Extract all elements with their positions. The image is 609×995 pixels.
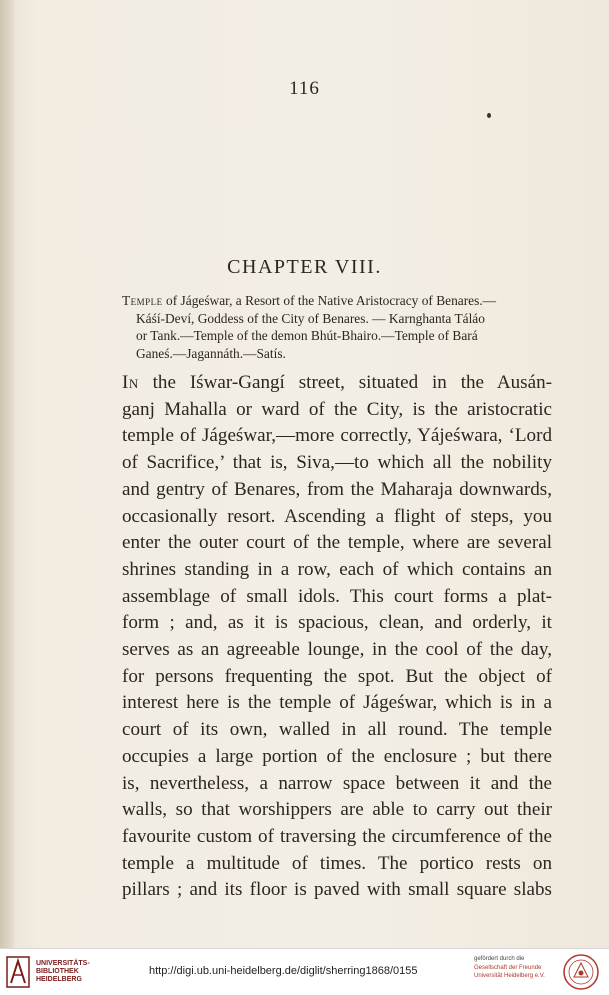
body-line: occasionally resort. Ascending a flight of steps, you xyxy=(122,505,552,527)
permalink-url[interactable]: http://digi.ub.uni-heidelberg.de/diglit/sherring1868/0155 xyxy=(149,965,418,977)
body-line: favourite custom of traversing the circumference of the xyxy=(122,825,552,847)
body-line: ganj Mahalla or ward of the City, is the aristocratic xyxy=(122,398,552,420)
body-line: In the Iśwar-Gangí street, situated in the Ausán- xyxy=(122,372,552,393)
chapter-title: CHAPTER VIII. xyxy=(227,256,382,278)
body-lead-word: In xyxy=(122,372,139,393)
body-line: interest here is the temple of Jágeśwar, which is in a xyxy=(122,692,552,714)
summary-line: Temple of Jágeśwar, a Resort of the Native Aristocracy of Benares.— xyxy=(122,293,497,308)
digitization-footer xyxy=(0,948,609,995)
library-name: UNIVERSITÄTS- BIBLIOTHEK HEIDELBERG xyxy=(36,960,90,983)
body-line: assemblage of small idols. This court forms a plat- xyxy=(122,585,552,607)
body-line: form ; and, as it is spacious, clean, and orderly, it xyxy=(122,612,552,634)
summary-line: or Tank.—Temple of the demon Bhút-Bhairo.—Temple of Bará xyxy=(136,328,478,344)
page-number: 116 xyxy=(289,78,320,99)
summary-line: Káśí-Deví, Goddess of the City of Benares. — Karnghanta Táláo xyxy=(136,310,485,326)
body-line: serves as an agreeable lounge, in the cool of the day, xyxy=(122,639,552,661)
body-line: occupies a large portion of the enclosure ; but there xyxy=(122,745,552,767)
body-line: temple of Jágeśwar,—more correctly, Yájeśwara, ‘Lord xyxy=(122,425,552,447)
university-seal-icon xyxy=(562,953,600,991)
body-line: shrines standing in a row, each of which contains an xyxy=(122,558,552,580)
university-library-logo-icon[interactable] xyxy=(6,955,30,989)
body-line: walls, so that worshippers are able to carry out their xyxy=(122,799,552,821)
chapter-summary xyxy=(122,292,540,362)
body-line: enter the outer court of the temple, where are several xyxy=(122,532,552,554)
summary-line: Ganeś.—Jagannáth.—Satís. xyxy=(136,345,286,361)
body-paragraph xyxy=(122,370,552,904)
body-line: and gentry of Benares, from the Maharaja downwards, xyxy=(122,478,552,500)
body-line: court of its own, walled in all round. The temple xyxy=(122,719,552,741)
page-spine-shadow xyxy=(0,0,14,948)
body-line: pillars ; and its floor is paved with small square slabs xyxy=(122,879,552,901)
summary-lead-word: Temple xyxy=(122,293,163,308)
sponsor-credit: gefördert durch die Gesellschaft der Freunde Universität Heidelberg e.V. xyxy=(474,956,545,979)
body-line: temple a multitude of times. The portico rests on xyxy=(122,852,552,874)
body-line: of Sacrifice,’ that is, Siva,—to which all the nobility xyxy=(122,452,552,474)
ink-spot xyxy=(487,113,491,118)
body-line: is, nevertheless, a narrow space between it and the xyxy=(122,772,552,794)
body-line: for persons frequenting the spot. But the object of xyxy=(122,665,552,687)
